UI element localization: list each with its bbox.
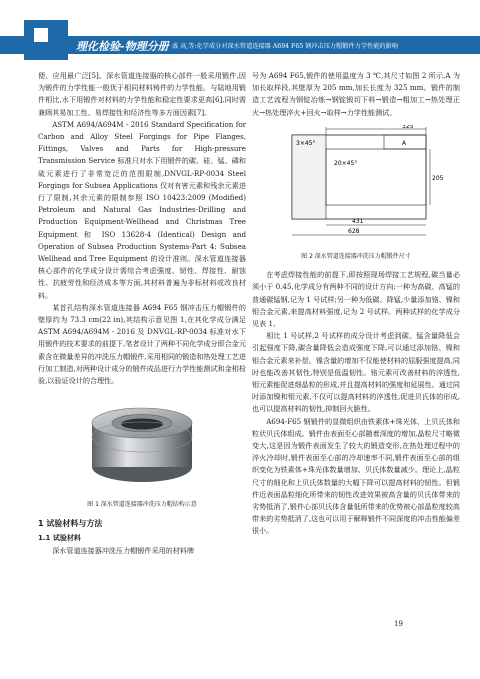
left-column [38, 70, 246, 557]
figure-2 [252, 125, 460, 247]
paragraph: A694-F65 钢锻件的显微组织由铁素体+珠光体、上贝氏体和粒状贝氏体组成。锻件由表面至心部随着深度的增加,晶粒尺寸略微变大,这是因为锻件表面发生了较大的锻造变形,在热处理过程中的淬火冷却时,锻件表面至心部的冷却速率不同,锻件表面至心部的组织变化为铁素体+珠光体数量增加、贝氏体数量减少。理论上,晶粒尺寸的细化和上贝氏体数量的大幅下降可以提高材料的韧性。但锻件近表面晶粒细化所带来的韧性改进效果被高含量的贝氏体带来的劣势抵消了,锻件心部贝氏体含量低所带来的优势被心部晶粒度较高带来的劣势抵消了,这也可以用于解释锻件不同深度的冲击性能偏差很小。 [252, 416, 460, 536]
paragraph: ASTM A694/A694M - 2016 Standard Specification for Carbon and Alloy Steel Forgings for Pipe Flanges, Fittings, Valves and Parts for High-pressure Transmission Service 标准只对水下用锻件的碳、硅、锰、磷和硫元素进行了非常宽泛的范围限制,DNVGL-RP-0034 Steel Forgings for Subsea Applications 仅对有害元素和残余元素进行了限制,其余元素的限制参照 ISO 10423:2009 (Modified) Petroleum and Natural Gas Industries-Drilling and Production Equipment-Wellhead and Christmas Tree Equipment 和 ISO 13628-4 (Identical) Design and Operation of Subsea Production Systems-Part 4: Subsea Wellhead and Tree Equipment 的设计准则。深水管道连接器核心部件的化学成分设计需综合考虑强度、韧性、焊接性、耐蚀性、抗疲劳性和经济成本等方面,其材料普遍为非标材料或改良材料。 [38, 119, 246, 300]
dimension-628: 628 [348, 227, 360, 235]
figure-1 [38, 393, 246, 495]
paragraph: 号为 A694 F65,锻件的使用温度为 3 ℃,其尺寸如图 2 所示,A 为加长取样段,其壁厚为 205 mm,加长长度为 325 mm。锻件的制造工艺流程为钢锭冶炼→钢锭锻切下料→锻造→粗加工→热处理正火→热处理淬火+回火→取样→力学性能测试。 [252, 71, 460, 117]
chamfer-20x45: 20×45° [334, 159, 358, 167]
right-column [252, 70, 460, 538]
paragraph: 在考虑焊接性能的前提下,即按照现场焊接工艺规程,碳当量必须小于 0.45,化学成分有两种不同的设计方向:一种为高碳、高锰的普通碳锰钢,记为 1 号试样;另一种为低碳、降锰,少量添加铬、镍和钼合金元素,来提高材料强度,记为 2 号试样。两种试样的化学成分见表 1。 [252, 270, 460, 329]
paragraph: 某首孔结构深水管道连接器 A694 F65 钢冲击压力帽锻件的壁厚约为 73.3 cm(22 in),其结构示意见图 1,在其化学成分满足 ASTM A694/A694M - 2016 及 DNVGL-RP-0034 标准对水下用锻件的技术要求的前提下,笔者设计了两种不同化学成分即合金元素含在微量差异的冲洗压力帽锻件,采用相同的锻造和热处理工艺进行加工制造,对两种设计成分的锻件成品进行力学性能测试和金相检验,以验证设计的合理性。 [38, 302, 246, 386]
dimension-205: 205 [432, 174, 444, 182]
figure-1-caption: 图 1 深水管道连接器冲洗压力帽结构示意 [87, 501, 197, 509]
label-a: A [402, 139, 407, 147]
figure-2-caption: 图 2 深水管道连接器冲洗压力帽锻件尺寸 [301, 253, 411, 261]
section-heading: 1 试验材料与方法 [38, 518, 103, 528]
dimension-drawing [252, 125, 460, 243]
paragraph: 深水管道连接器冲洗压力帽锻件采用的材料牌 [52, 546, 195, 556]
forging-illustration [38, 393, 246, 491]
subsection-heading: 1.1 试验材料 [38, 533, 81, 542]
paragraph: 相比 1 号试样,2 号试样的成分设计考虑到碳、锰含量降低会引起强度下降,碳含量降低会造成强度下降,可以通过添加铬、镍和钼合金元素来补偿。镍含量的增加不仅能使材料的屈服强度提高,同时也能改善其韧性,特别是低温韧性。铬元素可改善材料的淬透性,钼元素能促进细晶粒的形成,并且提高材料的强度和延展性。通过同时添加镍和钼元素,不仅可以提高材料的淬透性,促进贝氏体的形成,也可以提高材料的韧性,抑制回火脆性。 [252, 331, 460, 414]
journal-logo [24, 20, 68, 60]
page-number: 19 [394, 620, 403, 628]
dimension-431: 431 [352, 217, 364, 225]
paragraph: 便、应用最广泛[5]。深水管道连接器的核心部件一般采用锻件,因为锻件的力学性能一般优于相同材料铸件的力学性能。与陆地用锻件相比,水下用锻件对材料的力学性能和稳定性要求更高[6],同时需兼顾其易加工性、易焊接性和经济性等多方面因素[7]。 [38, 71, 246, 117]
chamfer-3x45: 3×45° [296, 139, 316, 147]
running-title: 戚 高,等:化学成分对深水管道连接器 A694 F65 钢冲击压力帽锻件力学性能的影响 [172, 43, 398, 50]
journal-title: 理化检验-物理分册 [76, 40, 169, 53]
dimension-325: 325 [402, 124, 414, 130]
